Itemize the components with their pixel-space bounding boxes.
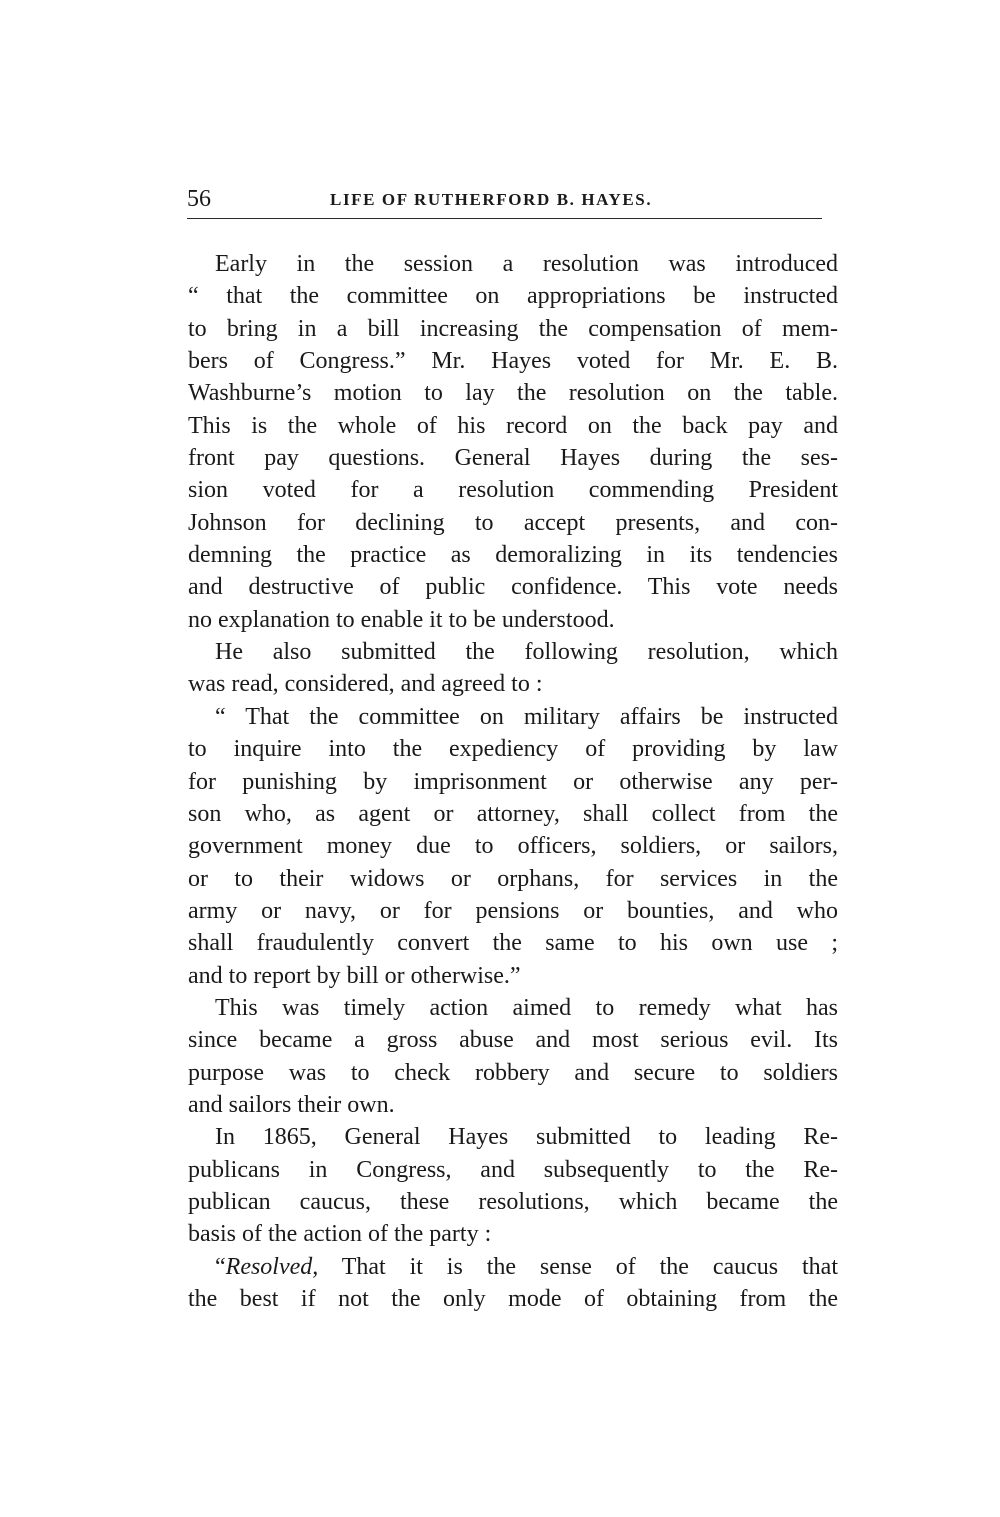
text-line: the best if not the only mode of obtaining from the: [188, 1286, 838, 1312]
text-line: or to their widows or orphans, for services in the: [188, 865, 838, 892]
text-line: This is the whole of his record on the back pay and: [188, 412, 838, 439]
text-line: front pay questions. General Hayes during the ses-: [188, 445, 838, 472]
text-line: demning the practice as demoralizing in its tendencies: [188, 542, 838, 569]
text-line: In 1865, General Hayes submitted to leading Re-: [215, 1124, 838, 1151]
text-line: publicans in Congress, and subsequently to the Re-: [188, 1156, 838, 1183]
text-line: purpose was to check robbery and secure to soldiers: [188, 1059, 838, 1086]
header-rule: [187, 218, 822, 219]
text-line: sion voted for a resolution commending President: [188, 477, 838, 504]
text-line: Early in the session a resolution was introduced: [215, 251, 838, 277]
text-line: and sailors their own.: [188, 1091, 395, 1118]
text-line: for punishing by imprisonment or otherwise any per-: [188, 768, 838, 795]
text-line: government money due to officers, soldiers, or sailors,: [188, 833, 838, 860]
text-line: Washburne’s motion to lay the resolution on the table.: [188, 380, 838, 407]
page-number: 56: [187, 186, 211, 212]
text-line: to inquire into the expediency of providing by law: [188, 736, 838, 763]
page-header: [187, 186, 822, 212]
text-line: since became a gross abuse and most serious evil. Its: [188, 1027, 838, 1054]
text-line: “Resolved, That it is the sense of the caucus that: [215, 1253, 838, 1280]
text-line: was read, considered, and agreed to :: [188, 671, 543, 698]
text-line: no explanation to enable it to be understood.: [188, 606, 615, 633]
text-line: This was timely action aimed to remedy what has: [215, 994, 838, 1021]
text-line: to bring in a bill increasing the compensation of mem-: [188, 315, 838, 342]
text-line: son who, as agent or attorney, shall collect from the: [188, 800, 838, 827]
text-line: and destructive of public confidence. This vote needs: [188, 574, 838, 601]
text-line: and to report by bill or otherwise.”: [188, 962, 521, 989]
body-text: [188, 248, 838, 1315]
text-line: He also submitted the following resolution, which: [215, 639, 838, 666]
text-line: “ That the committee on military affairs be instructed: [215, 703, 838, 730]
text-line: army or navy, or for pensions or bounties, and who: [188, 897, 838, 924]
text-line: Johnson for declining to accept presents, and con-: [188, 509, 838, 536]
text-line: “ that the committee on appropriations be instructed: [188, 283, 838, 310]
text-line: basis of the action of the party :: [188, 1221, 492, 1248]
running-head: LIFE OF RUTHERFORD B. HAYES.: [330, 190, 653, 209]
text-line: shall fraudulently convert the same to his own use ;: [188, 930, 838, 957]
text-line: bers of Congress.” Mr. Hayes voted for Mr. E. B.: [188, 348, 838, 375]
text-line: publican caucus, these resolutions, which became the: [188, 1188, 838, 1215]
